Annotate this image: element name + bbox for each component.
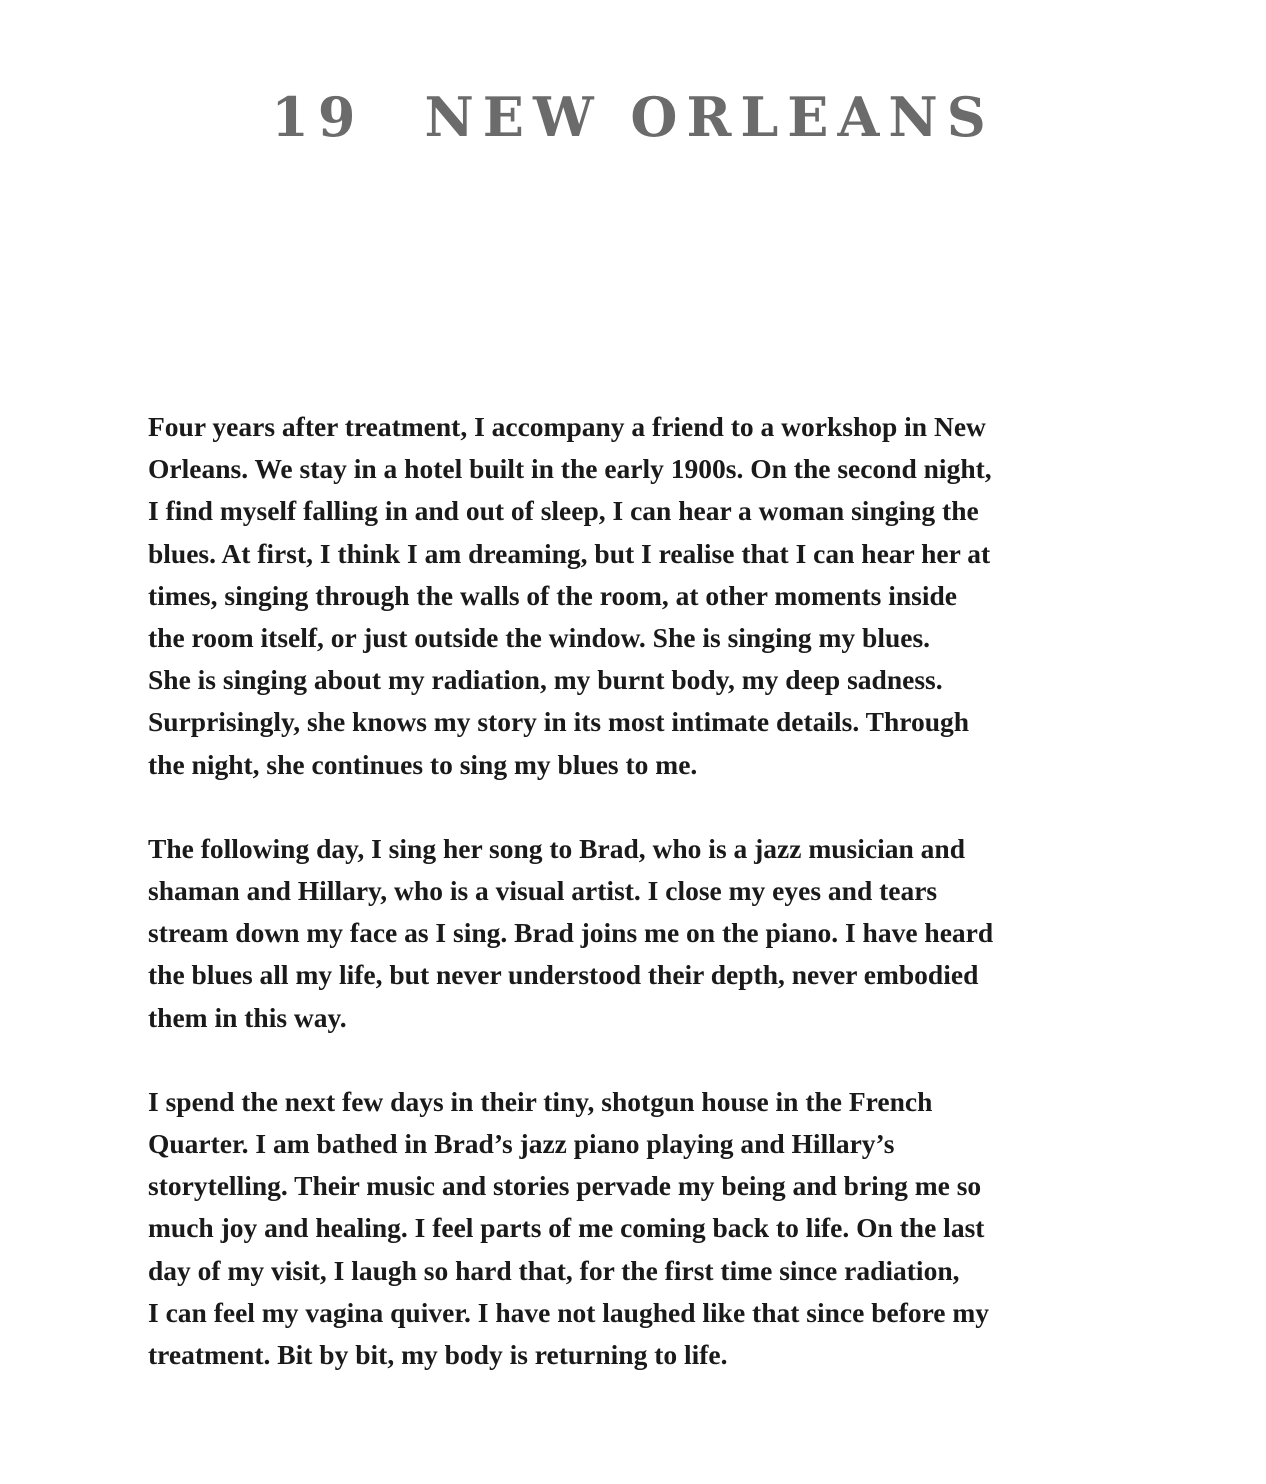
text-line: times, singing through the walls of the room, at other moments inside bbox=[148, 579, 957, 611]
text-line: blues. At first, I think I am dreaming, but I realise that I can hear her at bbox=[148, 537, 991, 569]
chapter-title: NEW ORLEANS bbox=[424, 85, 995, 150]
text-line: Orleans. We stay in a hotel built in the early 1900s. On the second night, bbox=[148, 453, 992, 485]
text-line: stream down my face as I sing. Brad joins me on the piano. I have heard bbox=[148, 917, 994, 949]
chapter-heading bbox=[0, 82, 1266, 152]
text-line: She is singing about my radiation, my burnt body, my deep sadness. bbox=[148, 664, 943, 696]
text-line: The following day, I sing her song to Brad, who is a jazz musician and bbox=[148, 832, 965, 864]
text-line: I spend the next few days in their tiny, shotgun house in the French bbox=[148, 1085, 933, 1117]
text-line: shaman and Hillary, who is a visual artist. I close my eyes and tears bbox=[148, 875, 938, 907]
chapter-number: 19 bbox=[271, 85, 365, 150]
text-line: the night, she continues to sing my blues to me. bbox=[148, 748, 698, 780]
text-line: the blues all my life, but never understood their depth, never embodied bbox=[148, 959, 979, 991]
text-line: Four years after treatment, I accompany a friend to a workshop in New bbox=[148, 411, 986, 442]
text-line: storytelling. Their music and stories pervade my being and bring me so bbox=[148, 1170, 982, 1202]
chapter-body bbox=[148, 406, 1088, 1418]
text-line: much joy and healing. I feel parts of me coming back to life. On the last bbox=[148, 1212, 985, 1244]
text-line: the room itself, or just outside the window. She is singing my blues. bbox=[148, 622, 931, 654]
text-line: Surprisingly, she knows my story in its most intimate details. Through bbox=[148, 706, 970, 738]
text-line: Quarter. I am bathed in Brad’s jazz piano playing and Hillary’s bbox=[148, 1128, 895, 1160]
text-line: treatment. Bit by bit, my body is returning to life. bbox=[148, 1339, 728, 1371]
text-line: I can feel my vagina quiver. I have not laughed like that since before my bbox=[148, 1296, 990, 1328]
text-line: day of my visit, I laugh so hard that, for the first time since radiation, bbox=[148, 1254, 960, 1286]
paragraph bbox=[148, 406, 1088, 786]
text-line: them in this way. bbox=[148, 1001, 347, 1033]
paragraph bbox=[148, 828, 1088, 1039]
paragraph bbox=[148, 1081, 1088, 1376]
text-line: I find myself falling in and out of sleep, I can hear a woman singing the bbox=[148, 495, 979, 527]
